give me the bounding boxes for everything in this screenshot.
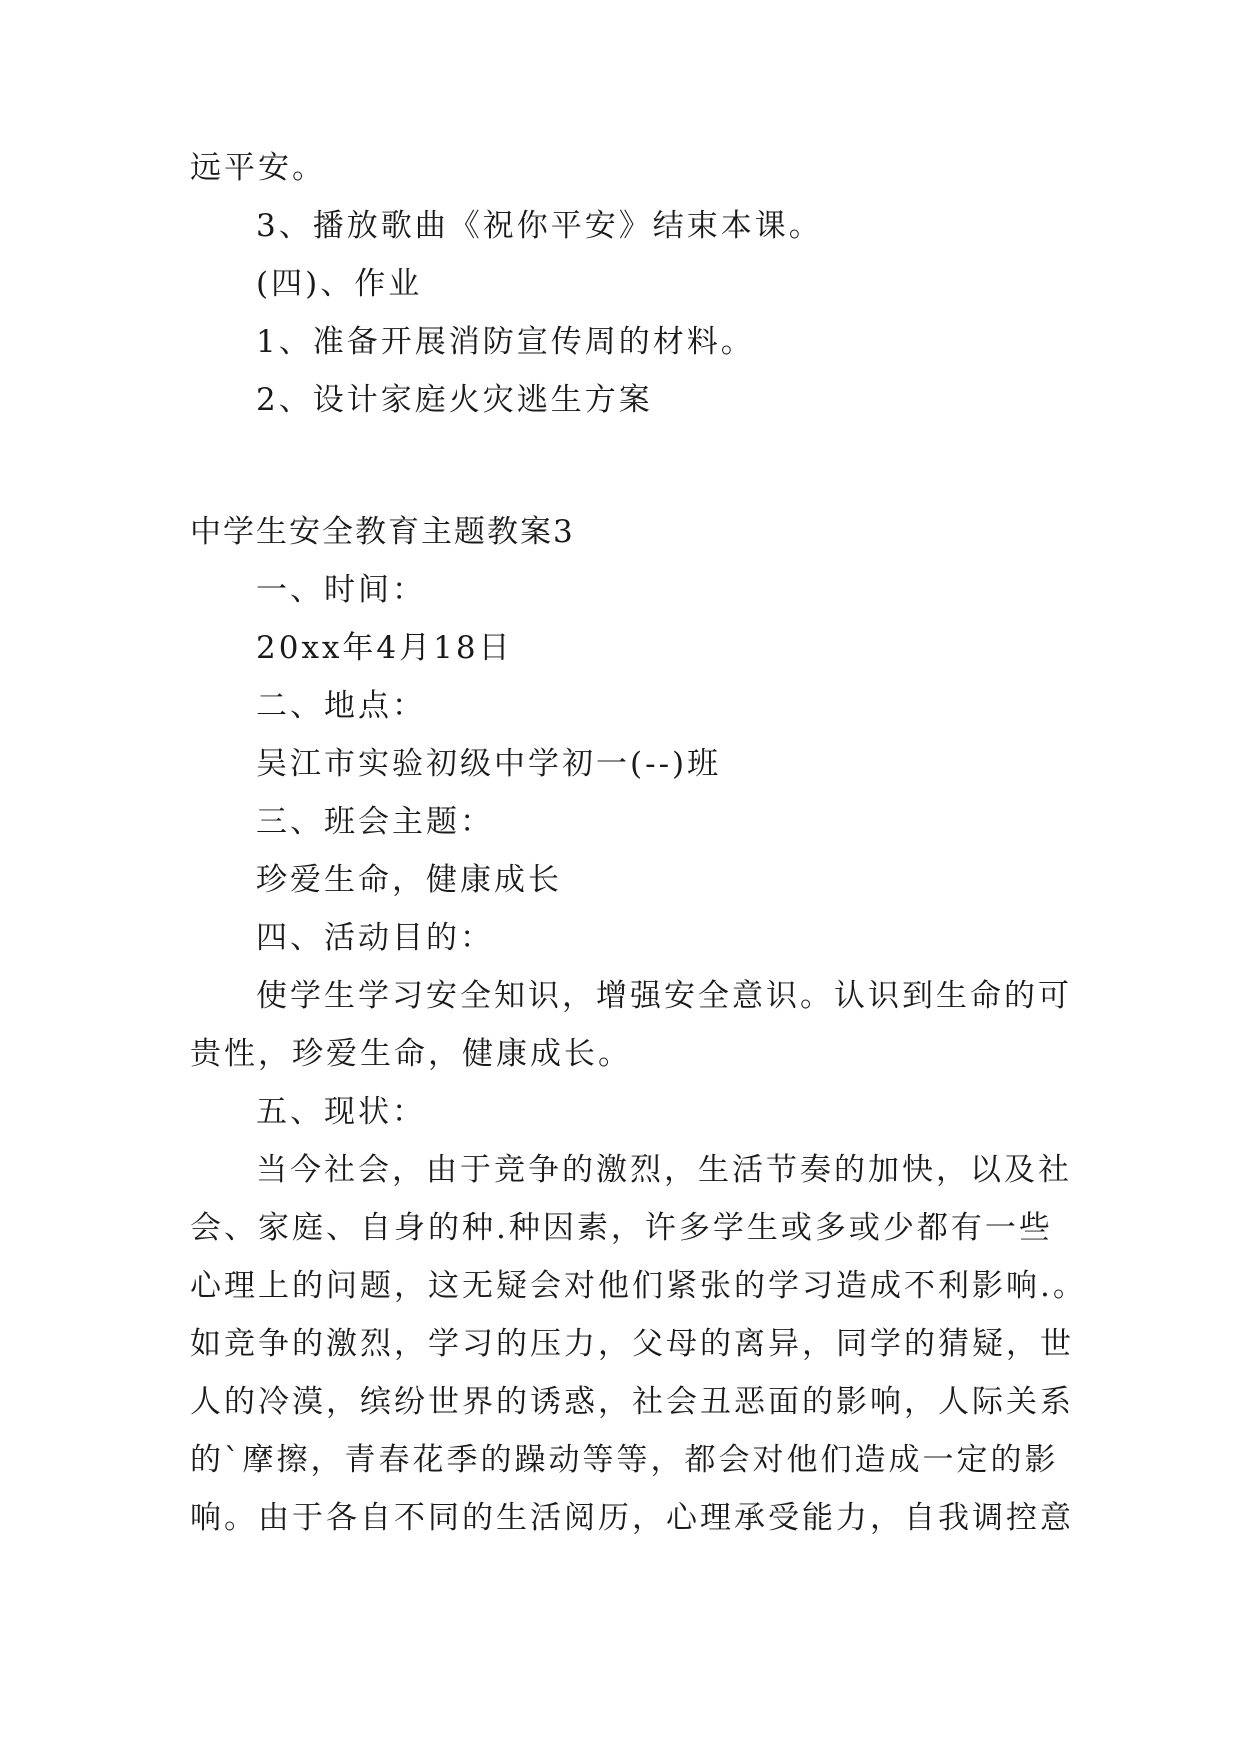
text-line: 3、播放歌曲《祝你平安》结束本课。 [256,208,823,244]
text-line: 2、设计家庭火灾逃生方案 [256,382,653,418]
section-title: 中学生安全教育主题教案3 [190,514,575,550]
text-line: 的`摩擦，青春花季的躁动等等，都会对他们造成一定的影 [190,1442,1059,1478]
text-line: 20xx年4月18日 [256,630,513,666]
text-line: 如竞争的激烈，学习的压力，父母的离异，同学的猜疑，世 [190,1326,1074,1362]
text-line: 一、时间： [256,572,426,608]
text-line: 远平安。 [190,150,326,186]
text-line: 会、家庭、自身的种.种因素，许多学生或多或少都有一些 [190,1210,1053,1246]
text-line: 吴江市实验初级中学初一(--)班 [256,746,722,782]
text-line: 1、准备开展消防宣传周的材料。 [256,324,755,360]
text-line: 贵性，珍爱生命，健康成长。 [190,1036,632,1072]
text-line: 当今社会，由于竞争的激烈，生活节奏的加快，以及社 [256,1152,1072,1188]
text-line: 使学生学习安全知识，增强安全意识。认识到生命的可 [256,978,1072,1014]
text-line: 四、活动目的： [256,920,494,956]
text-line: 珍爱生命，健康成长 [256,862,562,898]
text-line: (四)、作业 [256,266,423,302]
text-line: 人的冷漠，缤纷世界的诱惑，社会丑恶面的影响，人际关系 [190,1384,1074,1420]
text-line: 心理上的问题，这无疑会对他们紧张的学习造成不利影响.。 [190,1268,1087,1304]
text-line: 二、地点： [256,688,426,724]
text-line: 五、现状： [256,1094,426,1130]
text-line: 三、班会主题： [256,804,494,840]
text-line: 响。由于各自不同的生活阅历，心理承受能力，自我调控意 [190,1500,1074,1536]
